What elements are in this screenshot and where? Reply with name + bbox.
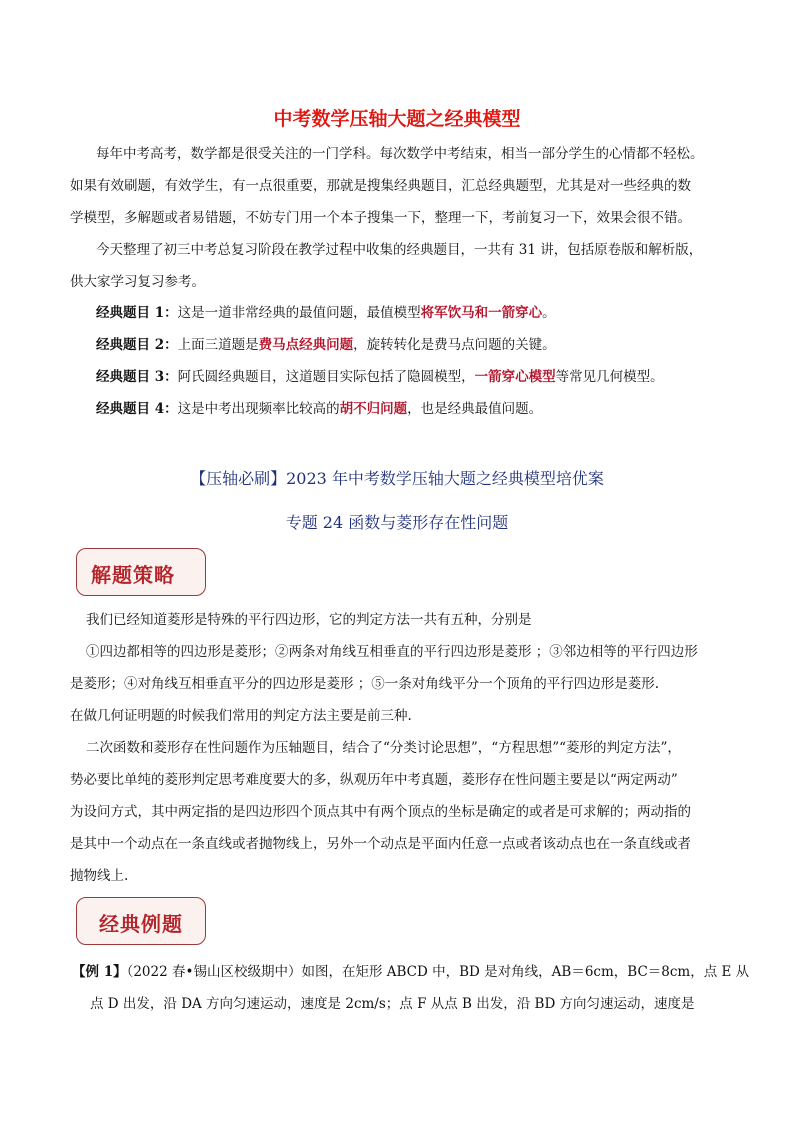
intro-line: 每年中考高考，数学都是很受关注的一门学科。每次数学中考结束，相当一部分学生的心情都不轻松。: [96, 146, 704, 162]
classic-highlight: 将军饮马和一箭穿心: [420, 305, 543, 321]
strategy-line: 为设问方式，其中两定指的是四边形四个顶点其中有两个顶点的坐标是确定的或者是可求解的；两动指的: [70, 804, 691, 820]
classic-highlight: 胡不归问题: [339, 401, 408, 417]
intro-line: 今天整理了初三中考总复习阶段在教学过程中收集的经典题目，一共有 31 讲，包括原卷版和解析版，: [96, 242, 703, 258]
classic-text: 这是中考出现频率比较高的: [177, 401, 340, 417]
classic-text: 等常见几何模型。: [555, 369, 664, 385]
classic-text: ，也是经典最值问题。: [407, 401, 543, 417]
strategy-line: ①四边都相等的四边形是菱形；②两条对角线互相垂直的平行四边形是菱形 ；③邻边相等的平行四边形: [86, 644, 698, 660]
classic-text: 阿氏圆经典题目，这道题目实际包括了隐圆模型，: [177, 369, 475, 385]
classic-text: ，旋转转化是费马点问题的关键。: [353, 337, 556, 353]
classic-item: [96, 367, 664, 387]
topic-heading: 专题 24 函数与菱形存在性问题: [285, 513, 509, 532]
example-tag: 【例 1】: [72, 964, 127, 980]
classic-label: 经典题目 3：: [96, 369, 178, 385]
classic-item: [96, 335, 556, 355]
page-title: 中考数学压轴大题之经典模型: [273, 108, 521, 130]
classic-highlight: 费马点经典问题: [258, 337, 354, 353]
intro-line: 供大家学习复习参考。: [70, 274, 205, 290]
example-line: [72, 962, 749, 982]
classic-item: [96, 399, 542, 419]
strategy-line: 是其中一个动点在一条直线或者抛物线上，另外一个动点是平面内任意一点或者该动点也在一条直线或者: [70, 836, 691, 852]
classic-label: 经典题目 2：: [96, 337, 178, 353]
strategy-box-label: 解题策略: [91, 563, 175, 587]
strategy-line: 我们已经知道菱形是特殊的平行四边形，它的判定方法一共有五种，分别是: [86, 612, 532, 628]
classic-highlight: 一箭穿心模型: [474, 369, 556, 385]
intro-line: 学模型，多解题或者易错题，不妨专门用一个本子搜集一下，整理一下，考前复习一下，效果会很不错。: [70, 210, 691, 226]
section-heading: 【压轴必刷】2023 年中考数学压轴大题之经典模型培优案: [190, 469, 604, 488]
strategy-line: 在做几何证明题的时候我们常用的判定方法主要是前三种.: [70, 708, 412, 724]
classic-text: 上面三道题是: [177, 337, 259, 353]
strategy-line: 二次函数和菱形存在性问题作为压轴题目，结合了“分类讨论思想”，“方程思想”“菱形的判定方法”，: [86, 740, 681, 756]
strategy-box: [76, 548, 206, 596]
strategy-line: 势必要比单纯的菱形判定思考难度要大的多，纵观历年中考真题，菱形存在性问题主要是以“两定两动”: [70, 772, 678, 788]
example-line: 点 D 出发，沿 DA 方向匀速运动，速度是 2cm/s；点 F 从点 B 出发，沿 BD 方向匀速运动，速度是: [90, 996, 695, 1012]
classic-text: 这是一道非常经典的最值问题，最值模型: [177, 305, 421, 321]
example-text: 如图，在矩形 ABCD 中，BD 是对角线，AB＝6cm，BC＝8cm，点 E 从: [301, 964, 750, 980]
strategy-line: 是菱形；④对角线互相垂直平分的四边形是菱形 ；⑤一条对角线平分一个顶角的平行四边形是菱形.: [70, 676, 660, 692]
strategy-line: 抛物线上.: [70, 868, 129, 884]
classic-text: 。: [542, 305, 556, 321]
examples-box: [76, 897, 206, 945]
classic-label: 经典题目 1：: [96, 305, 178, 321]
intro-line: 如果有效刷题，有效学生，有一点很重要，那就是搜集经典题目，汇总经典题型，尤其是对一些经典的数: [70, 178, 691, 194]
examples-box-label: 经典例题: [99, 912, 183, 936]
classic-label: 经典题目 4：: [96, 401, 178, 417]
example-source: （2022 春•锡山区校级期中）: [126, 964, 302, 980]
classic-item: [96, 303, 556, 323]
